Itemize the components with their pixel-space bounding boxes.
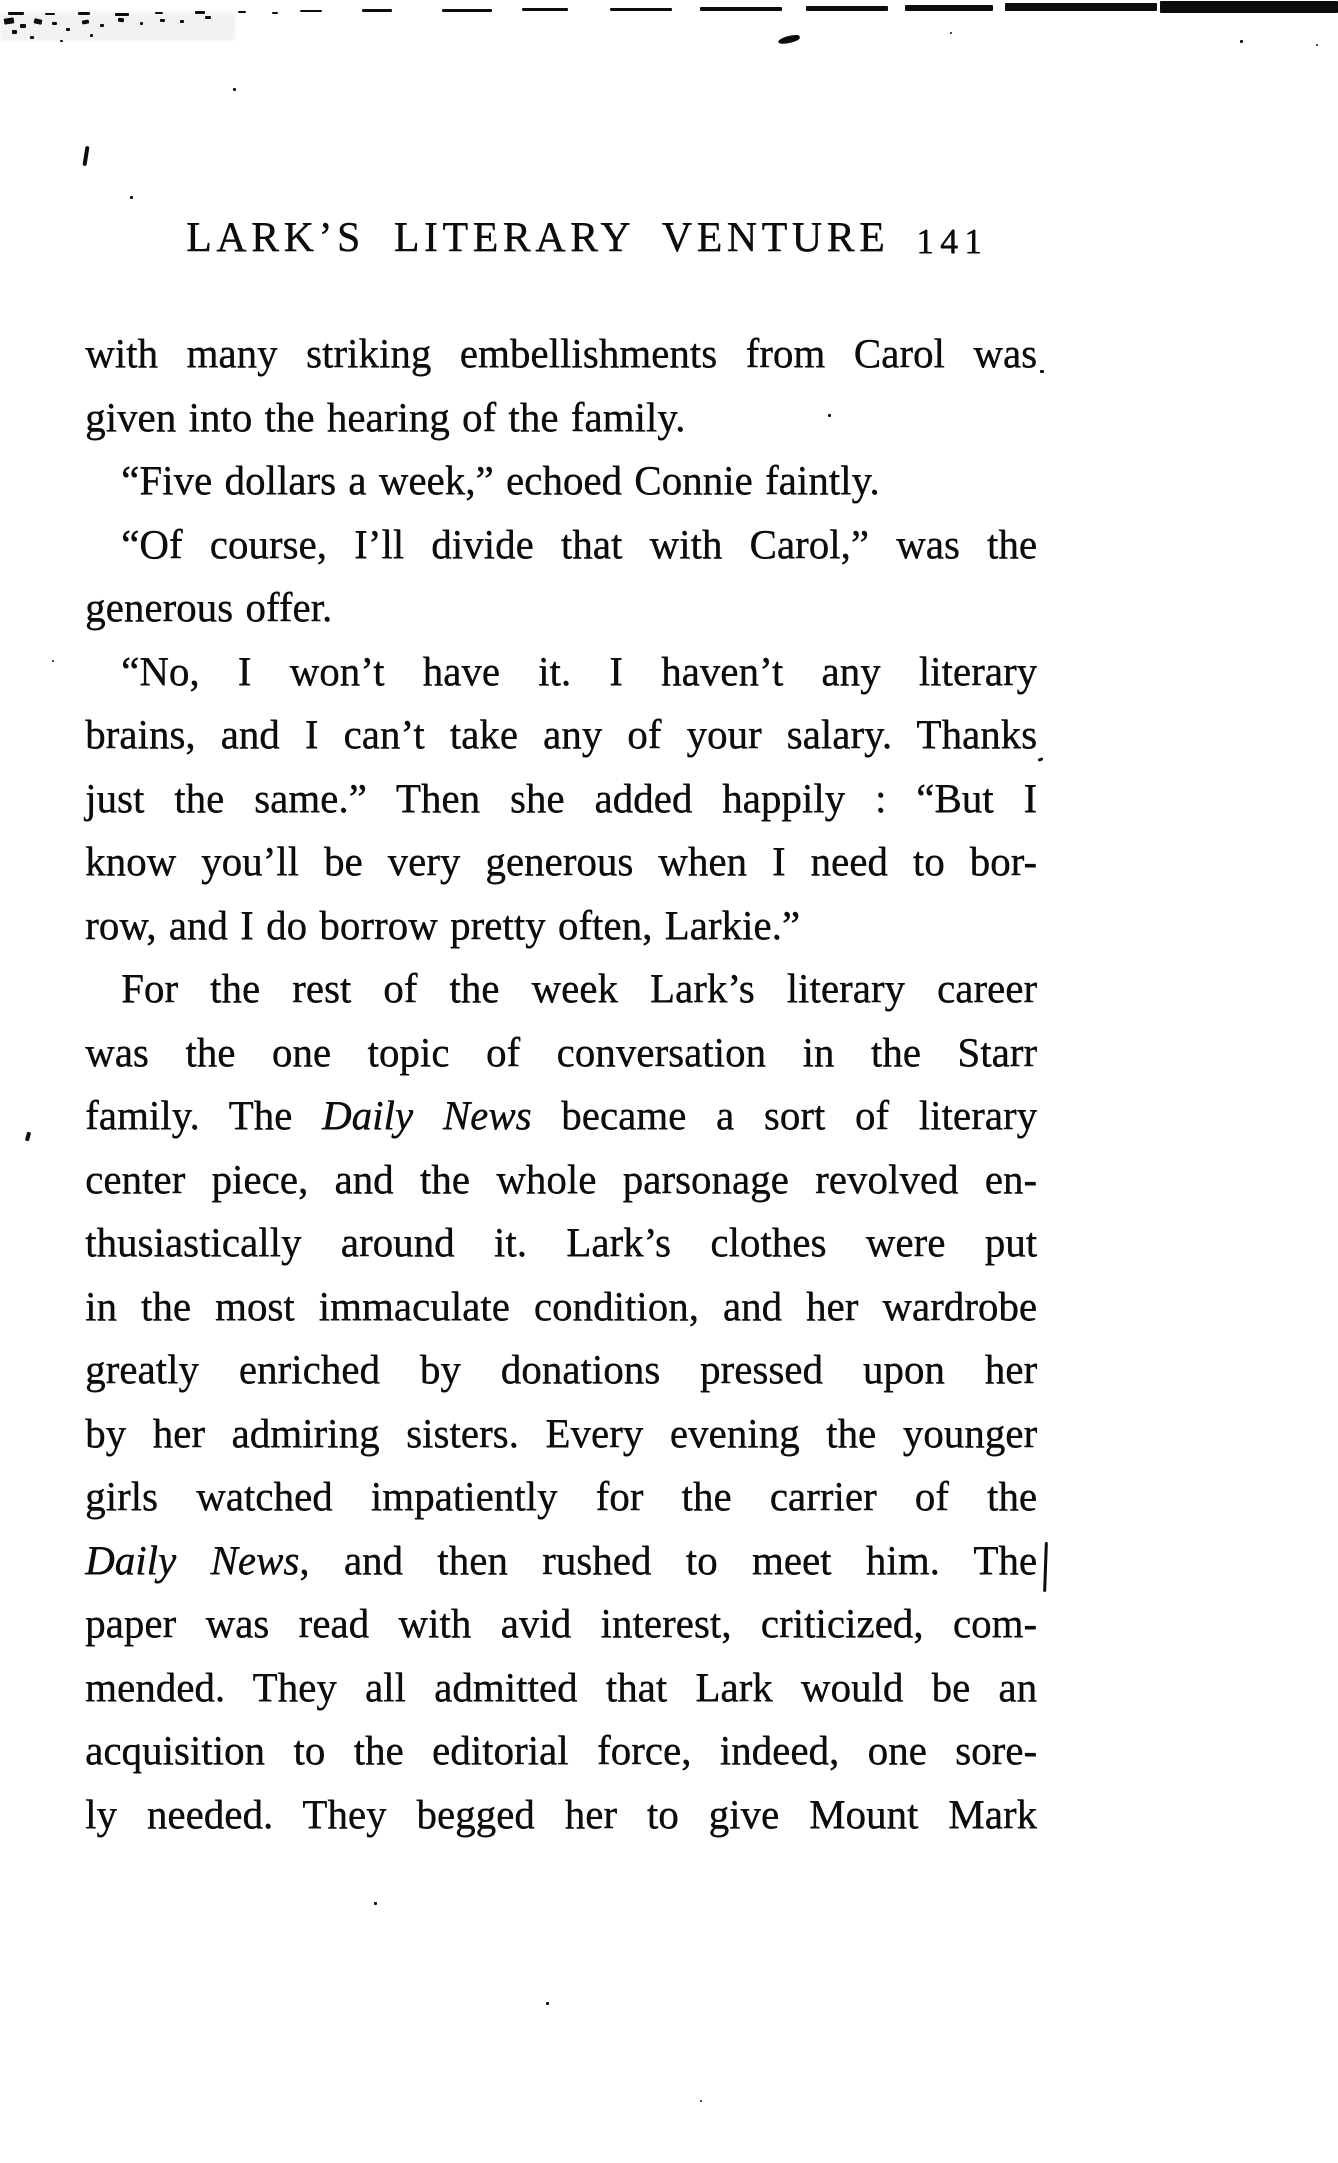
scan-speck [100, 24, 104, 27]
scan-speck [60, 40, 63, 42]
scan-speck [362, 9, 392, 12]
scan-speck [238, 11, 246, 13]
scan-speck [1040, 370, 1044, 373]
scan-speck [522, 8, 568, 11]
text-line [85, 322, 1037, 386]
text-segment: generous offer. [85, 584, 333, 630]
text-segment: “Of course, I’ll divide that with Carol,” was the [121, 520, 1037, 567]
text-line [85, 386, 1037, 450]
text-line [85, 1338, 1037, 1402]
scan-speck [233, 88, 236, 91]
scan-speck [12, 30, 17, 34]
text-line [85, 1529, 1037, 1593]
text-segment: center piece, and the whole parsonage revolved en- [85, 1155, 1037, 1202]
scan-speck [950, 32, 952, 34]
text-line [85, 513, 1037, 577]
scan-speck [1160, 1, 1338, 13]
text-line [85, 830, 1037, 894]
scan-speck [140, 22, 143, 25]
scan-speck [180, 20, 184, 23]
scan-curl-mark [778, 34, 801, 45]
text-segment: “Five dollars a week,” echoed Connie faintly. [121, 457, 880, 503]
text-segment: with many striking embellishments from Carol was [85, 330, 1037, 376]
text-segment: just the same.” Then she added happily : “But I [85, 774, 1037, 821]
text-segment: “No, I won’t have it. I haven’t any literary [121, 647, 1037, 694]
scan-speck [45, 13, 55, 15]
text-line [85, 703, 1037, 767]
scan-speck [160, 19, 165, 22]
scan-speck [155, 12, 163, 14]
scan-speck [700, 7, 782, 11]
italic-text: Daily News [85, 1536, 300, 1583]
scan-speck [806, 6, 888, 11]
scan-speck [115, 13, 129, 16]
italic-text: Daily News [321, 1092, 532, 1138]
scan-speck [118, 18, 124, 23]
text-line [85, 1719, 1037, 1783]
scan-speck [25, 1132, 31, 1142]
text-segment: paper was read with avid interest, criticized, com- [85, 1600, 1037, 1646]
text-segment: acquisition to the editorial force, indeed, one sore- [85, 1727, 1037, 1773]
text-line [85, 894, 1037, 958]
scan-speck [1038, 757, 1044, 762]
scan-speck [1005, 3, 1157, 11]
scan-speck [272, 12, 278, 14]
text-segment: know you’ll be very generous when I need to bor- [85, 838, 1037, 884]
text-segment: For the rest of the week Lark’s literary career [121, 965, 1037, 1011]
text-segment: row, and I do borrow pretty often, Larkie.” [85, 901, 800, 948]
text-line [85, 640, 1037, 704]
scan-speck [78, 12, 90, 15]
text-line [85, 449, 1037, 513]
scan-speck [52, 22, 57, 25]
text-line [85, 767, 1037, 831]
text-segment: greatly enriched by donations pressed upon her [85, 1346, 1037, 1392]
scan-speck [8, 12, 24, 15]
text-line [85, 576, 1037, 640]
scan-speck [90, 34, 93, 37]
page-number: 141 [916, 221, 988, 261]
scan-speck [442, 9, 492, 12]
text-line [85, 1656, 1037, 1720]
text-line [85, 1783, 1037, 1847]
text-segment: brains, and I can’t take any of your salary. Thanks [85, 711, 1037, 757]
scan-speck [1240, 40, 1243, 43]
text-segment: became a sort of literary [531, 1092, 1037, 1138]
scan-speck [300, 10, 322, 12]
text-segment: family. The [85, 1092, 322, 1138]
scan-speck [610, 8, 672, 11]
text-line [85, 1402, 1037, 1466]
scan-speck [700, 2100, 702, 2102]
scan-speck [546, 2002, 549, 2005]
text-segment: girls watched impatiently for the carrier of the [85, 1473, 1037, 1519]
scan-speck [66, 28, 70, 31]
scan-speck [195, 11, 205, 14]
scan-speck [205, 16, 211, 19]
scan-speck [130, 196, 133, 199]
text-segment: by her admiring sisters. Every evening the younger [85, 1409, 1037, 1456]
scan-speck [374, 1902, 377, 1905]
text-line [85, 1465, 1037, 1529]
scan-speck [20, 24, 26, 28]
scan-speck [905, 5, 993, 11]
text-segment: , and then rushed to meet him. The [299, 1536, 1037, 1583]
body-text [85, 322, 1037, 1846]
scan-speck [1316, 44, 1318, 46]
scan-speck [52, 660, 54, 662]
text-segment: was the one topic of conversation in the Starr [85, 1028, 1037, 1075]
scan-stray-stroke [82, 146, 89, 166]
text-line [85, 1021, 1037, 1085]
text-segment: in the most immaculate condition, and her wardrobe [85, 1282, 1037, 1329]
text-segment: given into the hearing of the family. [85, 393, 686, 440]
scan-speck [828, 414, 831, 417]
text-line [85, 1084, 1037, 1148]
scan-speck [30, 36, 34, 39]
text-segment: mended. They all admitted that Lark would be an [85, 1663, 1037, 1710]
text-line [85, 1211, 1037, 1275]
text-line [85, 957, 1037, 1021]
scan-margin-tick [1043, 1542, 1048, 1592]
running-head-title: LARK’S LITERARY VENTURE [186, 215, 890, 261]
text-line [85, 1275, 1037, 1339]
text-segment: thusiastically around it. Lark’s clothes were put [85, 1219, 1037, 1265]
text-line [85, 1592, 1037, 1656]
text-line [85, 1148, 1037, 1212]
text-segment: ly needed. They begged her to give Mount Mark [85, 1790, 1037, 1837]
